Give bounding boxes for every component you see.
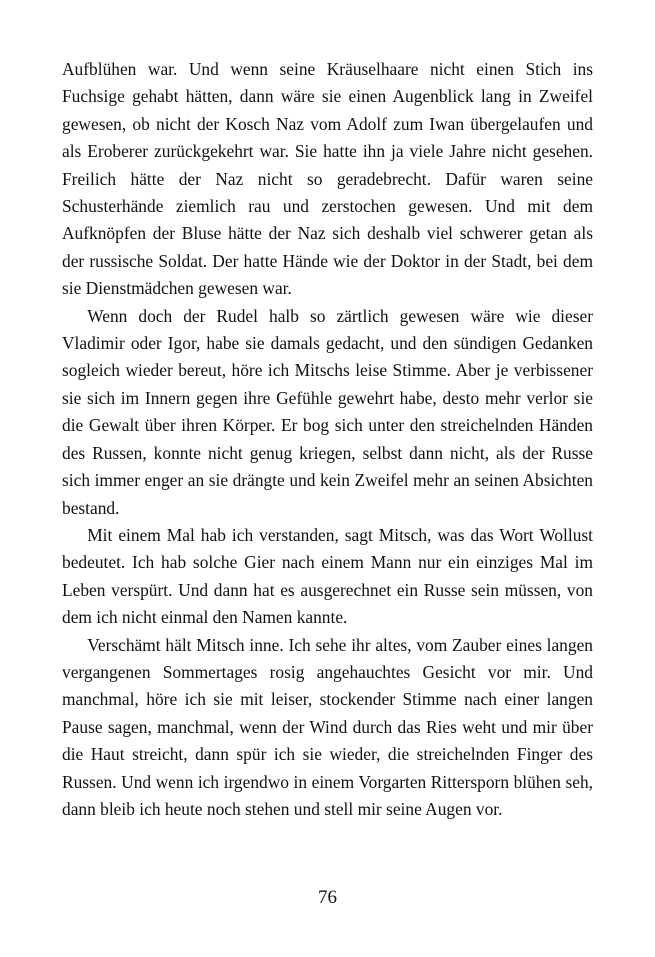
page-number: 76 [318, 887, 337, 908]
page-body [62, 56, 593, 823]
paragraph: Mit einem Mal hab ich verstanden, sagt Mitsch, was das Wort Wollust bedeutet. Ich hab solche Gier nach einem Mann nur ein einziges Mal im Leben verspürt. Und dann hat es ausgerechnet ein Russe sein müssen, von dem ich nicht einmal den Namen kannte. [62, 524, 593, 628]
paragraph: Wenn doch der Rudel halb so zärtlich gewesen wäre wie dieser Vladimir oder Igor, habe sie damals gedacht, und den sündigen Gedanken sogleich wieder bereut, höre ich Mitschs leise Stimme. Aber je verbissener sie sich im Innern gegen ihre Gefühle gewehrt habe, desto mehr verlor sie die Gewalt über ihren Körper. Er bog sich unter den streichelnden Händen des Russen, konnte nicht genug kriegen, selbst dann nicht, als der Russe sich immer enger an sie drängte und kein Zweifel mehr an seinen Absichten bestand. [62, 305, 593, 518]
paragraph: Verschämt hält Mitsch inne. Ich sehe ihr altes, vom Zauber eines langen vergangenen Sommertages rosig angehauchtes Gesicht vor mir. Und manchmal, höre ich sie mit leiser, stockender Stimme nach einer langen Pause sagen, manchmal, wenn der Wind durch das Ries weht und mir über die Haut streicht, dann spür ich sie wieder, die streichelnden Finger des Russen. Und wenn ich irgendwo in einem Vorgarten Rittersporn blühen seh, dann bleib ich heute noch stehen und stell mir seine Augen vor. [62, 634, 593, 819]
paragraph: Aufblühen war. Und wenn seine Kräuselhaare nicht einen Stich ins Fuchsige gehabt hätten, dann wäre sie einen Augenblick lang in Zweifel gewesen, ob nicht der Kosch Naz vom Adolf zum Iwan übergelaufen und als Eroberer zurückgekehrt war. Sie hatte ihn ja viele Jahre nicht gesehen. Freilich hätte der Naz nicht so geradebrecht. Dafür waren seine Schusterhände ziemlich rau und zerstochen gewesen. Und mit dem Aufknöpfen der Bluse hätte der Naz sich deshalb viel schwerer getan als der russische Soldat. Der hatte Hände wie der Doktor in der Stadt, bei dem sie Dienstmädchen gewesen war. [62, 59, 593, 299]
